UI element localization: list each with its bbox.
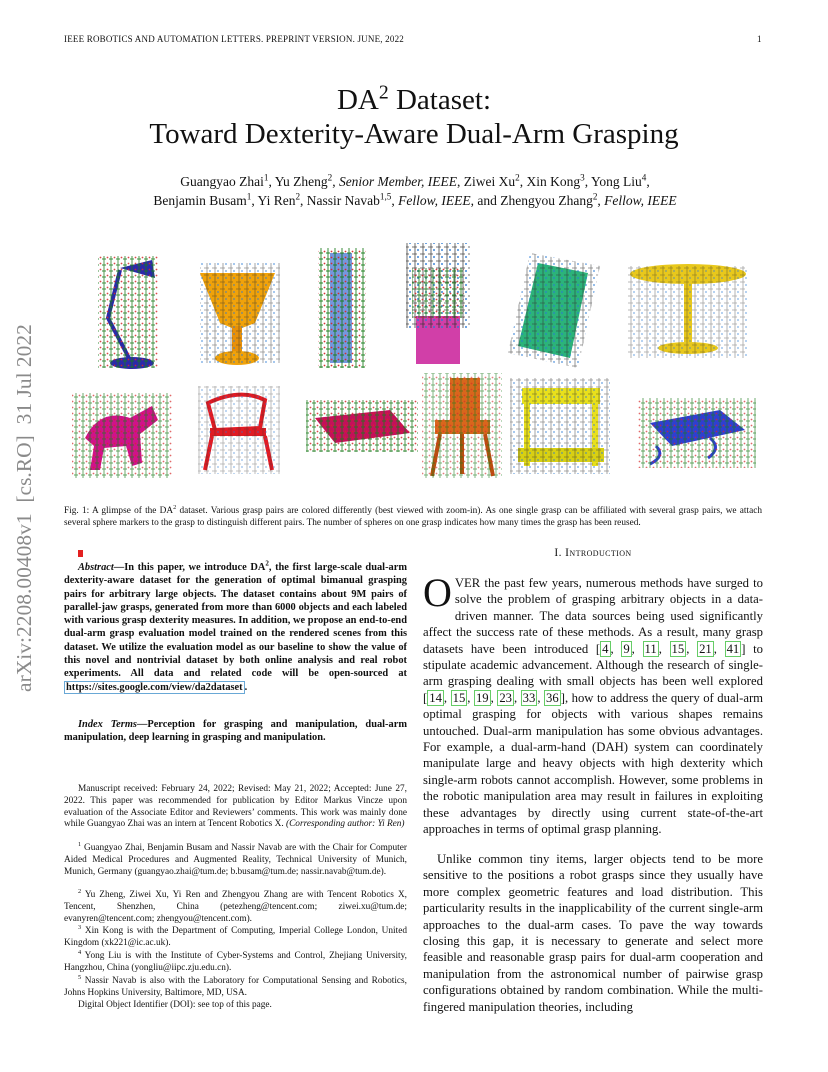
footnote-doi: Digital Object Identifier (DOI): see top of this page. xyxy=(78,1000,272,1010)
citation[interactable]: 9 xyxy=(623,641,630,656)
object-desk-lamp xyxy=(98,256,158,369)
citation[interactable]: 19 xyxy=(475,690,489,705)
citation[interactable]: 36 xyxy=(546,690,559,705)
citation[interactable]: 4 xyxy=(602,641,609,656)
object-horse-statue xyxy=(72,393,172,478)
object-yellow-cart xyxy=(510,378,610,474)
abstract: Abstract—In this paper, we introduce $DA^2$, the first large-scale dual-arm dexterity-aware dataset for the generation of optimal bimanual grasping pairs for arbitrary large objects. The dataset contains about 9M pairs of parallel-jaw grasps, generated from more than 6000 objects and each labeled with various grasp dexterity measures. In addition, we propose an end-to-end dual-arm grasp evaluation model trained on the rendered scenes from this dataset. We utilize the evaluation model as our baseline to show the value of this novel and nontrivial dataset by both online analysis and real robot experiments. All data and related code will be open-sourced at https://sites.google.com/view/da2dataset . xyxy=(64,559,407,693)
citation[interactable]: 33 xyxy=(522,690,536,705)
footnote-5: $^5$ Nassir Navab is also with the Laboratory for Computational Sensing and Robotics, Johns Hopkins University, Baltimore, MD, USA. xyxy=(64,973,407,998)
citation[interactable]: 11 xyxy=(644,641,657,656)
paper-title-line1: $DA^2$ Dataset: xyxy=(336,81,491,116)
annotation-marker xyxy=(78,550,83,557)
footnote-1: $^1$ Guangyao Zhai, Benjamin Busam and Nassir Navab are with the Chair for Computer Aided Medical Procedures and Augmented Reality, Technical University of Munich, Munich, Germany (guangyao.zhai@tum.de; b.busam@tum.de; nassir.navab@tum.de). xyxy=(64,840,407,877)
object-blue-sled xyxy=(638,398,756,468)
citation[interactable]: 23 xyxy=(499,690,512,705)
citation[interactable]: 15 xyxy=(671,641,685,656)
footnote-2: $^2$ Yu Zheng, Ziwei Xu, Yi Ren and Zhengyou Zhang are with Tencent Robotics X, Tencent, Shenzhen, China (petezheng@tencent.com; ziwei.xu@tum.de; evanyren@tencent.com; zhengyou@tencent.com). xyxy=(64,887,407,924)
index-terms: Index Terms—Perception for grasping and manipulation, dual-arm manipulation, deep learning in grasping and manipulation. xyxy=(64,719,407,744)
object-goblet xyxy=(200,263,280,365)
author-list: Guangyao Zhai$^1$, Yu Zheng$^2$, Senior Member, IEEE, Ziwei Xu$^2$, Xin Kong$^3$, Yong Liu$^4$, Benjamin Busam$^1$, Yi Ren$^2$, Nassir Navab$^{1,5}$, Fellow, IEEE, and Zhengyou Zhang$^2$, Fellow, IEEE xyxy=(153,172,677,208)
object-red-chair xyxy=(198,386,280,474)
drop-cap: O xyxy=(423,570,452,615)
object-bench xyxy=(306,400,418,452)
object-green-board xyxy=(508,253,600,368)
arxiv-stamp-text: arXiv:2208.00408v1 [cs.RO] 31 Jul 2022 xyxy=(12,324,36,692)
citation[interactable]: 41 xyxy=(726,641,740,656)
citation[interactable]: 15 xyxy=(452,690,466,705)
running-header: IEEE ROBOTICS AND AUTOMATION LETTERS. PREPRINT VERSION. JUNE, 2022 xyxy=(64,34,404,44)
page-number: 1 xyxy=(757,34,762,44)
figure-1-caption: Fig. 1: A glimpse of the $DA^2$ dataset. Various grasp pairs are colored differently (best viewed with zoom-in). As one single grasp can be affiliated with several grasp pairs, we attach several sphere markers to the grasp to distinguish different pairs. The number of spheres on one grasp indicates how many times the grasp has been reused. xyxy=(64,503,762,528)
object-cabinet xyxy=(406,243,470,364)
introduction-paragraph-1: OVER the past few years, numerous methods have surged to solve the problem of grasping arbitrary objects in a data-driven manner. The data sources being used significantly affect the success rate of these methods. As a result, many grasp datasets have been introduced [ 4 , 9 , 11 , 15 , 21 , 41 ] to stipulate academic advancement. Although the research of single-arm grasping dealing with small objects has been well explored [ 14 , 15 , 19 , 23 , 33 , 36 ], how to address the query of dual-arm optimal grasping for objects with various shapes remains untouched. Dual-arm manipulation has some obvious advantages. For example, a dual-arm-hand (DAH) system can coordinately manipulate large and heavy objects with high dexterity which single-arm robots cannot accomplish. However, some problems in the robotic manipulation area may result in failures in exploiting these advantages by directly using current state-of-the-art approaches in terms of optimal grasp planning. xyxy=(423,570,764,837)
footnote-3: $^3$ Xin Kong is with the Department of Computing, Imperial College London, United Kingdom (xk221@ic.ac.uk). xyxy=(64,923,407,948)
footnote-manuscript: Manuscript received: February 24, 2022; Revised: May 21, 2022; Accepted: June 27, 2022. This paper was recommended for publication by Editor Markus Vincze upon evaluation of the Associate Editor and Reviewers’ comments. This work was mainly done while Guangyao Zhai was an intern at Tencent Robotics X. (Corresponding author: Yi Ren) xyxy=(64,784,407,830)
object-round-table xyxy=(628,264,748,358)
figure-1-grasp-dataset xyxy=(60,238,770,490)
paper-title-line2: Toward Dexterity-Aware Dual-Arm Grasping xyxy=(149,118,679,150)
introduction-paragraph-2: Unlike common tiny items, larger objects tend to be more sensitive to the positions a robot grasps since they usually have more complex geometric features and load distribution. This particularity results in the inapplicability of the current single-arm approaches to the dual-arm cases. To pave the way towards closing this gap, it is necessary to generate and select more feasible and reasonable grasp pairs for dual-arm cooperation and manipulation from the astronomical number of pairwise grasp configurations obtained by random combination. While the multi-fingered manipulation theories, including xyxy=(423,852,763,1014)
citation[interactable]: 14 xyxy=(429,690,442,705)
section-heading-introduction: I. Introduction xyxy=(554,547,632,559)
arxiv-stamp xyxy=(3,300,43,720)
citation[interactable]: 21 xyxy=(699,641,712,656)
object-wooden-chair xyxy=(422,373,502,478)
dataset-link[interactable]: https://sites.google.com/view/da2dataset xyxy=(66,681,243,693)
object-tall-rack xyxy=(318,248,366,368)
footnote-4: $^4$ Yong Liu is with the Institute of Cyber-Systems and Control, Zhejiang University, Hangzhou, China (yongliu@iipc.zju.edu.cn). xyxy=(64,948,407,973)
